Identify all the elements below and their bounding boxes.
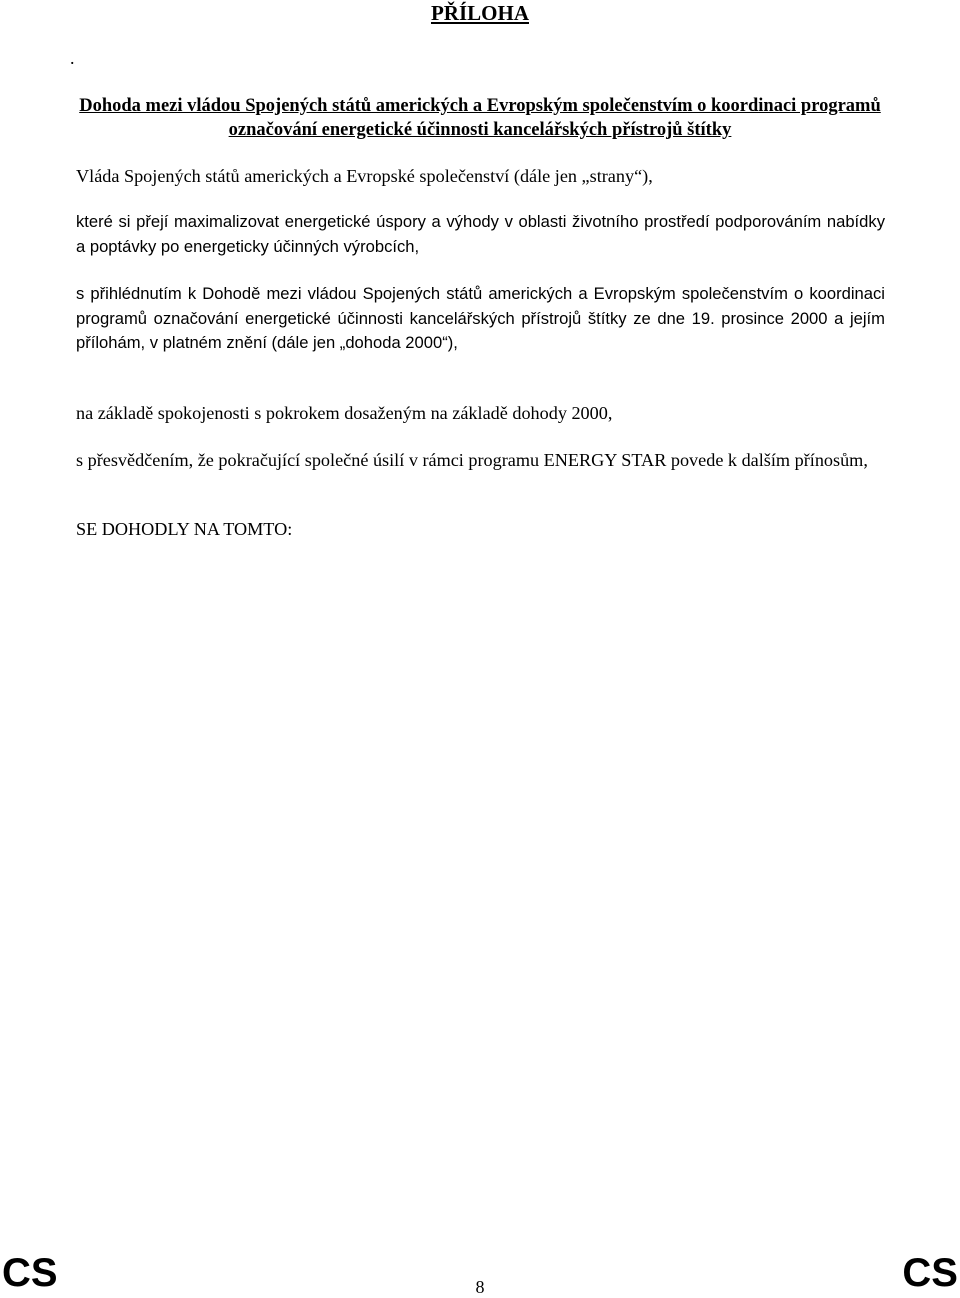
footer-language-right: CS bbox=[902, 1251, 958, 1295]
stray-mark: . bbox=[70, 48, 75, 68]
paragraph-parties: Vláda Spojených států amerických a Evropské společenství (dále jen „strany“), bbox=[76, 166, 653, 186]
footer-language-left: CS bbox=[2, 1251, 58, 1295]
paragraph-reference: s přihlédnutím k Dohodě mezi vládou Spojených států amerických a Evropským společenstvím o koordinaci programů označování energetické účinnosti kancelářských přístrojů štítky ze dne 19. prosince 2000 a jejím přílohám, v platném znění (dále jen „dohoda 2000“), bbox=[76, 284, 885, 352]
page-title: PŘÍLOHA bbox=[430, 1, 529, 25]
agreement-title: Dohoda mezi vládou Spojených států amerických a Evropským společenstvím o koordinaci programů označování energetické účinnosti kancelářských přístrojů štítky bbox=[79, 96, 881, 140]
page-number: 8 bbox=[475, 1277, 485, 1297]
paragraph-agreed: SE DOHODLY NA TOMTO: bbox=[76, 519, 293, 539]
paragraph-satisfaction: na základě spokojenosti s pokrokem dosaženým na základě dohody 2000, bbox=[76, 403, 613, 423]
paragraph-conviction: s přesvědčením, že pokračující společné úsilí v rámci programu ENERGY STAR povede k dalším přínosům, bbox=[76, 450, 868, 470]
paragraph-desire: které si přejí maximalizovat energetické úspory a výhody v oblasti životního prostředí podporováním nabídky a poptávky po energeticky účinných výrobcích, bbox=[76, 212, 885, 256]
